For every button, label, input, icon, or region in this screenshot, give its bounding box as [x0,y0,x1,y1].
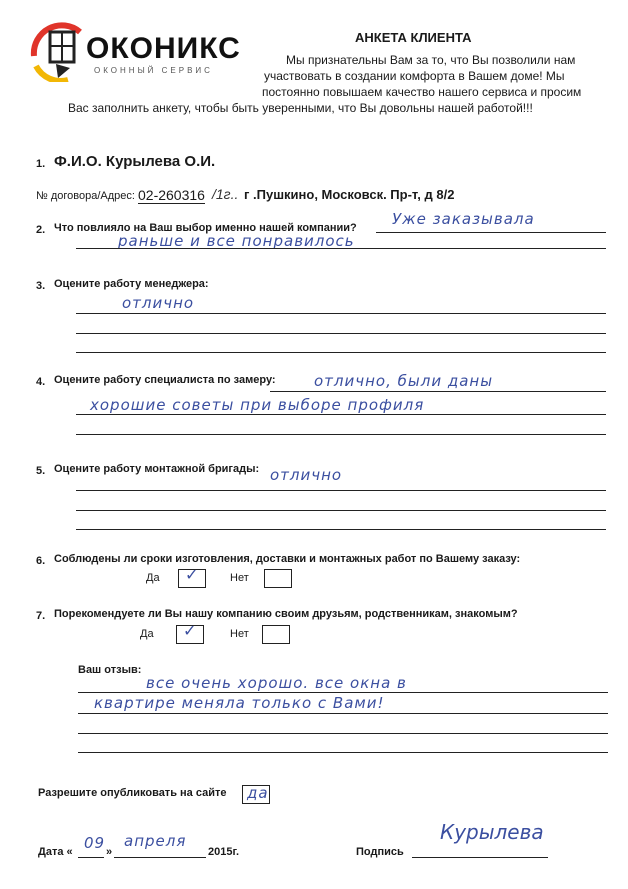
q2-number: 2. [36,224,46,236]
q7-yes-label: Да [140,628,154,640]
q4-label: Оцените работу специалиста по замеру: [54,374,276,386]
signature: Курылева [440,820,544,844]
form-title: АНКЕТА КЛИЕНТА [355,30,472,45]
review-line-2 [78,713,608,714]
q4-line-2 [76,414,606,415]
publish-answer: да [247,784,269,802]
publish-label: Разрешите опубликовать на сайте [38,787,227,799]
date-label: Дата « [38,846,73,858]
date-close: » [106,846,113,858]
q3-line-2 [76,333,606,334]
q3-answer: отлично [122,294,195,312]
date-day: 09 [84,834,106,852]
q7-yes-checkbox[interactable] [176,621,204,644]
q2-answer-1: Уже заказывала [392,210,535,228]
q6-no-checkbox[interactable] [264,569,292,588]
q5-answer: отлично [270,466,343,484]
q7-number: 7. [36,610,46,622]
q2-answer-2: раньше и все понравилось [118,232,355,250]
q6-yes-checkbox[interactable] [178,565,206,588]
logo-brand: ОКОНИКС [86,32,241,65]
q7-label: Порекомендуете ли Вы нашу компанию своим друзьям, родственникам, знакомым? [54,608,518,620]
q2-line-2 [76,248,606,249]
intro-line-3: постоянно повышаем качество нашего сервиса и просим [262,85,582,99]
q4-line-1 [270,391,606,392]
q5-label: Оцените работу монтажной бригады: [54,463,260,475]
q7-yes-check-mark: ✓ [183,621,198,640]
q1-label: Ф.И.О. Курылева О.И. [54,153,216,170]
q3-number: 3. [36,280,46,292]
q3-line-3 [76,352,606,353]
q4-number: 4. [36,376,46,388]
q5-line-3 [76,529,606,530]
q6-no-label: Нет [230,572,249,584]
signature-line [412,857,548,858]
contract-handwritten: /1г.. [212,186,239,202]
intro-line-1: Мы признательны Вам за то, что Вы позволили нам [286,53,576,67]
q5-line-2 [76,510,606,511]
q4-line-3 [76,434,606,435]
q5-line-1 [76,490,606,491]
q4-answer-1: отлично, были даны [314,372,494,390]
review-label: Ваш отзыв: [78,664,142,676]
q7-no-checkbox[interactable] [262,625,290,644]
review-answer-1: все очень хорошо. все окна в [146,674,407,692]
q6-number: 6. [36,555,46,567]
date-month: апреля [124,832,187,850]
review-line-1 [78,692,608,693]
contract-number: 02-260316 [138,187,205,203]
review-answer-2: квартире меняла только с Вами! [94,694,385,712]
q6-label: Соблюдены ли сроки изготовления, доставки и монтажных работ по Вашему заказу: [54,553,521,565]
publish-checkbox[interactable] [242,785,270,804]
q7-no-label: Нет [230,628,249,640]
date-day-line [78,857,104,858]
logo [28,22,241,82]
q2-label: Что повлияло на Ваш выбор именно нашей компании? [54,222,357,234]
logo-tagline: ОКОННЫЙ СЕРВИС [94,66,213,75]
q5-number: 5. [36,465,46,477]
q4-answer-2: хорошие советы при выборе профиля [90,396,425,414]
q3-label: Оцените работу менеджера: [54,278,209,290]
intro-line-2: участвовать в создании комфорта в Вашем доме! Мы [264,69,565,83]
signature-label: Подпись [356,846,404,858]
intro-line-4: Вас заполнить анкету, чтобы быть уверенными, что Вы довольны нашей работой!!! [68,101,533,115]
q6-yes-check-mark: ✓ [185,565,200,584]
review-line-4 [78,752,608,753]
date-year: 2015г. [208,846,240,858]
q3-line-1 [76,313,606,314]
review-line-3 [78,733,608,734]
contract-address: г .Пушкино, Московск. Пр-т, д 8/2 [244,187,455,202]
q1-number: 1. [36,158,46,170]
contract-label: № договора/Адрес: [36,190,135,202]
q2-line-1 [376,232,606,233]
date-month-line [114,857,206,858]
q6-yes-label: Да [146,572,160,584]
